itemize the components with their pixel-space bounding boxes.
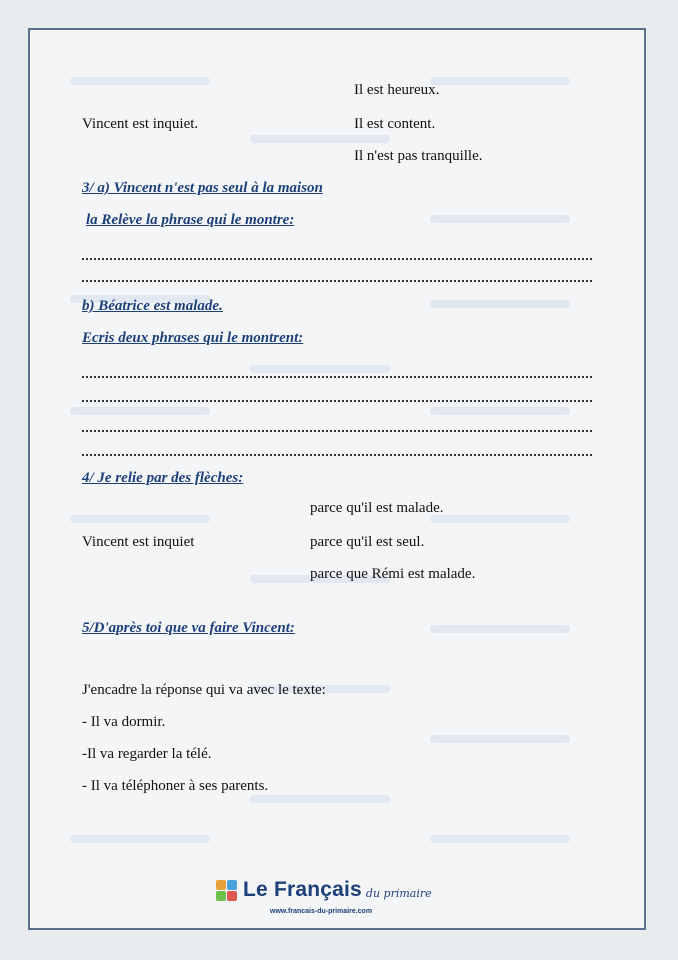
answer-line[interactable] (82, 248, 592, 260)
answer-option[interactable]: -Il va regarder la télé. (82, 746, 212, 762)
watermark (70, 510, 216, 525)
watermark (250, 790, 396, 805)
brand-name: Le Français (243, 878, 362, 901)
watermark (430, 72, 576, 87)
worksheet-page (28, 28, 646, 930)
option-text: parce qu'il est malade. (310, 500, 444, 516)
watermark (70, 830, 216, 845)
answer-option[interactable]: - Il va téléphoner à ses parents. (82, 778, 269, 794)
exercise-3a-title: 3/ a) Vincent n'est pas seul à la maison (82, 180, 323, 196)
option-text: parce que Rémi est malade. (310, 566, 476, 582)
watermark (430, 510, 576, 525)
abc-blocks-icon (216, 880, 237, 901)
exercise-5-title: 5/D'après toi que va faire Vincent: (82, 620, 295, 636)
watermark (430, 402, 576, 417)
watermark (430, 295, 576, 310)
answer-line[interactable] (82, 366, 592, 378)
watermark (430, 830, 576, 845)
watermark (430, 730, 576, 745)
exercise-3b-instruction: Ecris deux phrases qui le montrent: (82, 330, 304, 346)
brand-logo (216, 878, 432, 902)
exercise-4-title: 4/ Je relie par des flèches: (82, 470, 244, 486)
exercise-5-instruction: J'encadre la réponse qui va avec le texte: (82, 682, 326, 698)
watermark (430, 620, 576, 635)
answer-line[interactable] (82, 420, 592, 432)
answer-option[interactable]: - Il va dormir. (82, 714, 166, 730)
option-text: Il est content. (354, 116, 436, 132)
option-text: Il n'est pas tranquille. (354, 148, 483, 164)
option-text: Il est heureux. (354, 82, 440, 98)
option-text: parce qu'il est seul. (310, 534, 425, 550)
watermark (70, 72, 216, 87)
watermark (430, 210, 576, 225)
website-url: www.francais-du-primaire.com (270, 908, 373, 915)
answer-line[interactable] (82, 270, 592, 282)
answer-line[interactable] (82, 390, 592, 402)
brand-tagline: du primaire (365, 886, 432, 900)
statement-text: Vincent est inquiet. (82, 116, 199, 132)
watermark (70, 402, 216, 417)
exercise-3b-title: b) Béatrice est malade. (82, 298, 223, 314)
exercise-3a-instruction: la Relève la phrase qui le montre: (86, 212, 295, 228)
answer-line[interactable] (82, 444, 592, 456)
statement-text: Vincent est inquiet (82, 534, 195, 550)
